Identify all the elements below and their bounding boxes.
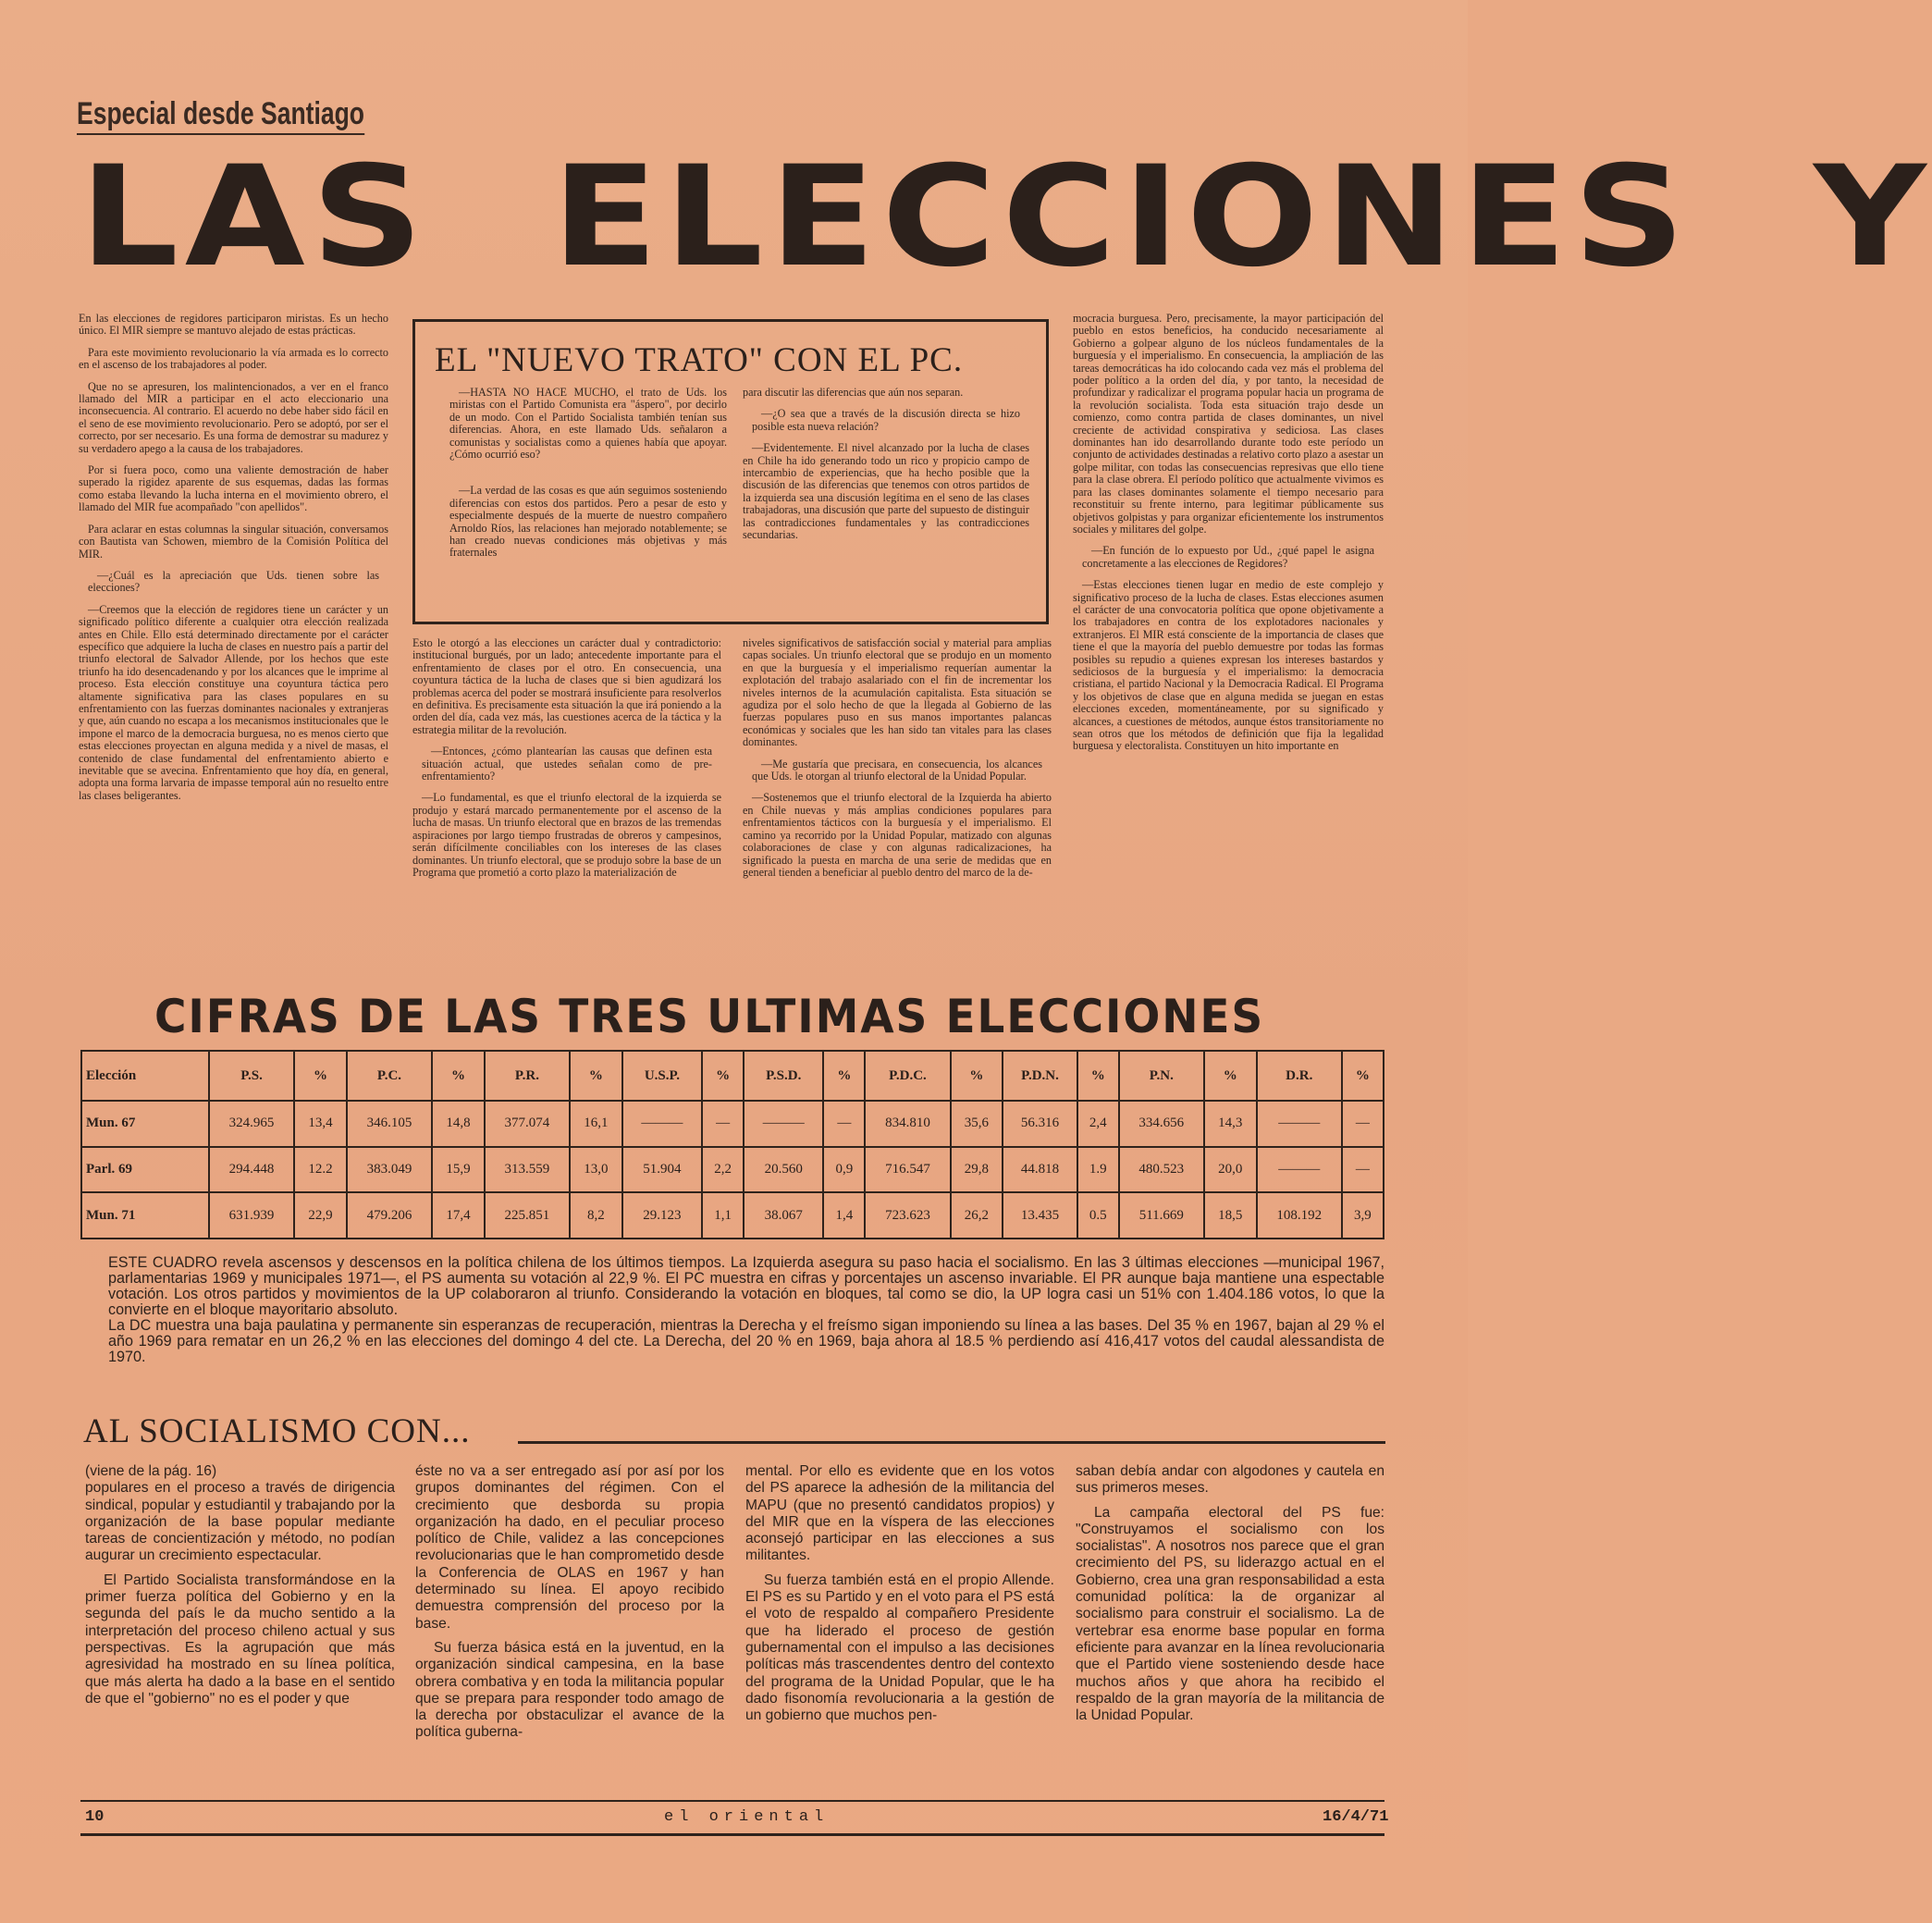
article-column-3: [743, 637, 1052, 888]
paragraph: —HASTA NO HACE MUCHO, el trato de Uds. los miristas con el Partido Comunista era "áspero", por decirlo de un modo. Con el Partido Socialista también tenían sus diferencias. Ahora, en este llamado Uds. señalaron a comunistas y socialistas como a quienes había que apoyar. ¿Cómo ocurrió eso?: [449, 386, 727, 462]
table-cell: 51.904: [622, 1147, 702, 1193]
section-title: AL SOCIALISMO CON...: [83, 1412, 471, 1450]
paragraph: El Partido Socialista transformándose en la primer fuerza política del Gobierno y en la segunda del país le da mucho sentido a la interpretación del proceso chileno actual y sus perspectivas. Es la agrupación que más agresividad ha mostrado en su línea política, que más alerta ha dado a la base en el sentido de que el "gobierno" no es el poder y que: [85, 1572, 395, 1707]
paragraph: —Sostenemos que el triunfo electoral de la Izquierda ha abierto en Chile nuevas y más amplias condiciones populares para enfrentamientos tácticos con la burguesía y el imperialismo. El camino ya recorrido por la Unidad Popular, matizado con algunas colaboraciones de clase y con algunas radicalizaciones, ha significado la puesta en marcha de una serie de medidas que en general tienden a beneficiar al pueblo dentro del marco de la de-: [743, 791, 1052, 879]
header-cell: P.S.: [209, 1051, 294, 1101]
table-cell: 13,0: [570, 1147, 622, 1193]
header-cell: Elección: [81, 1051, 209, 1101]
article-column-2: [412, 637, 721, 888]
table-title: CIFRAS DE LAS TRES ULTIMAS ELECCIONES: [154, 990, 1265, 1043]
table-cell: 14,8: [432, 1101, 485, 1147]
paragraph: —La verdad de las cosas es que aún seguimos sosteniendo diferencias con estos dos partidos. Pero a pesar de esto y especialmente después de la muerte de nuestro compañero Arnoldo Ríos, las relaciones han mejorado notablemente; se han creado nuevas condiciones más objetivas y más fraternales: [449, 484, 727, 560]
table-cell: 26,2: [951, 1192, 1003, 1239]
table-cell: —: [1342, 1101, 1384, 1147]
section2-column-1: [85, 1463, 395, 1715]
box-title: EL "NUEVO TRATO" CON EL PC.: [435, 341, 964, 379]
paragraph: —Estas elecciones tienen lugar en medio de este complejo y significativo proceso de la lucha de clases. Estas elecciones asumen el carácter de una convocatoria política que opone objetivamente a los trabajadores en contra de los explotadores nacionales y extranjeros. El MIR está consciente de la importancia de clases que tiene el que la mayoría del pueblo demuestre por todas las formas posibles su repudio a quienes expresan los intereses bastardos y sediciosos de la burguesía y el imperialismo: la democracia cristiana, el partido Nacional y la Democracia Radical. El Programa y los objetivos de clase que en alguna medida se juegan en estas elecciones exceden, momentáneamente, por su significado y alcances, a cuestiones de métodos, aunque éstos transitoriamente no sean otros que los métodos de definición que fija la legalidad burguesa y electoralista. Constituyen un hito importante en: [1073, 578, 1384, 753]
table-cell: 480.523: [1119, 1147, 1204, 1193]
table-cell: 294.448: [209, 1147, 294, 1193]
table-cell: —: [823, 1101, 865, 1147]
paragraph: saban debía andar con algodones y cautela en sus primeros meses.: [1076, 1463, 1384, 1497]
question: —Me gustaría que precisara, en consecuencia, los alcances que Uds. le otorgan al triunfo electoral de la Unidad Popular.: [752, 757, 1042, 783]
paragraph: Que no se apresuren, los malintencionados, a ver en el franco llamado del MIR a participar en el acto eleccionario una inconsecuencia. Al contrario. El acuerdo no debe haber sido fácil en el seno de ese movimiento revolucionario. Pero se adoptó, por ser el correcto, por ser necesario. Es una forma de demostrar su madurez y su verdadero apego a la causa de los trabajadores.: [79, 379, 388, 455]
question: —¿O sea que a través de la discusión directa se hizo posible esta nueva relación?: [752, 407, 1020, 433]
election-results-table: [80, 1050, 1384, 1239]
table-cell: 14,3: [1204, 1101, 1257, 1147]
header-cell: P.N.: [1119, 1051, 1204, 1101]
table-cell: 2,2: [702, 1147, 744, 1193]
paragraph: Para aclarar en estas columnas la singular situación, conversamos con Bautista van Schowen, miembro de la Comisión Política del MIR.: [79, 522, 388, 561]
section2-column-3: [745, 1463, 1054, 1732]
paragraph: mocracia burguesa. Pero, precisamente, la mayor participación del pueblo en estos beneficios, ha conducido necesariamente al Gobierno a golpear alguno de los núcleos fundamentales de la burguesía y el imperialismo. En consecuencia, la ampliación de las tareas democráticas ha ido colocando cada vez más el problema del poder político a la orden del día, y por tanto, la necesidad de profundizar y radicalizar el programa popular hacia un programa de la revolución socialista. Toda esta situación trajo desde un comienzo, como contra partida de clases dominantes, un nivel creciente de actividad conspirativa y sediciosa. Las clases dominantes han ido desarrollando durante todo este período un conjunto de actividades destinadas a relativo corto plazo a asestar un golpe militar, con todas las consecuencias represivas que ello tiene para la clase obrera. El período político que actualmente vivimos es para las clases dominantes solamente el tiempo necesario para reconstituir su frente interno, para legitimar públicamente sus objetivos golpistas y para organizar eficientemente los instrumentos sociales y militares del golpe.: [1073, 312, 1384, 536]
table-cell: 44.818: [1003, 1147, 1077, 1193]
question: —En función de lo expuesto por Ud., ¿qué papel le asigna concretamente a las elecciones de Regidores?: [1082, 544, 1374, 570]
paragraph: populares en el proceso a través de dirigencia sindical, popular y estudiantil y trabajando por la organización de la base popular mediante tareas de concientización y método, no podían augurar un crecimiento espectacular.: [85, 1480, 395, 1564]
section-kicker: Especial desde Santiago: [77, 96, 364, 135]
table-cell: ———: [622, 1101, 702, 1147]
table-cell: 13.435: [1003, 1192, 1077, 1239]
table-cell: 38.067: [744, 1192, 823, 1239]
table-cell: 479.206: [347, 1192, 432, 1239]
table-cell: 0.5: [1077, 1192, 1119, 1239]
table-cell: ———: [1257, 1101, 1342, 1147]
table-cell: 22,9: [294, 1192, 347, 1239]
paragraph: ESTE CUADRO revela ascensos y descensos en la política chilena de los últimos tiempos. La Izquierda asegura su paso hacia el socialismo. En las 3 últimas elecciones —municipal 1967, parlamentarias 1969 y municipales 1971—, el PS aumenta su votación al 22,9 %. El PC muestra en cifras y porcentajes un ascenso invariable. El PR aunque baja mantiene una espectable votación. Los otros partidos y movimientos de la UP colaboraron al triunfo. Considerando la votación en bloques, tal como se dio, la UP logra casi un 51% con 1.404.186 votos, lo que la convierte en el bloque mayoritario absoluto.: [108, 1254, 1384, 1318]
paragraph: Para este movimiento revolucionario la vía armada es lo correcto en el ascenso de los trabajadores al poder.: [79, 345, 388, 372]
footer-rule-top: [80, 1800, 1384, 1802]
page-number: 10: [85, 1808, 105, 1826]
table-cell: 324.965: [209, 1101, 294, 1147]
header-cell: %: [823, 1051, 865, 1101]
box-column-left: [449, 387, 727, 569]
table-cell: 1.9: [1077, 1147, 1119, 1193]
table-cell: 346.105: [347, 1101, 432, 1147]
article-column-4: [1073, 313, 1384, 762]
publication-name: el oriental: [664, 1808, 830, 1826]
table-cell: Mun. 71: [81, 1192, 209, 1239]
table-cell: 13,4: [294, 1101, 347, 1147]
table-cell: 0,9: [823, 1147, 865, 1193]
table-cell: —: [1342, 1147, 1384, 1193]
paragraph: éste no va a ser entregado así por así por los grupos dominantes del régimen. Con el crecimiento que desborda su propia organización ha dado, en el peculiar proceso político de Chile, validez a las concepciones revolucionarias que le han comprometido desde la Conferencia de OLAS en 1967 y han determinado su línea. El apoyo recibido demuestra comprensión del proceso por la base.: [415, 1463, 724, 1632]
table-cell: 377.074: [485, 1101, 570, 1147]
header-cell: %: [1342, 1051, 1384, 1101]
paragraph: La DC muestra una baja paulatina y permanente sin esperanzas de recuperación, mientras la Derecha y el freísmo sigan imponiendo su línea a las bases. Del 35 % en 1967, bajan al 29 % el año 1969 para rematar en un 26,2 % en las elecciones del domingo 4 del cte. La Derecha, del 20 % en 1969, baja ahora al 18.5 % perdiendo así 416,417 votos del caudal alessandista de 1970.: [108, 1317, 1384, 1365]
header-cell: P.D.N.: [1003, 1051, 1077, 1101]
header-cell: U.S.P.: [622, 1051, 702, 1101]
table-cell: —: [702, 1101, 744, 1147]
header-cell: D.R.: [1257, 1051, 1342, 1101]
header-cell: %: [1077, 1051, 1119, 1101]
table-cell: 313.559: [485, 1147, 570, 1193]
table-cell: 17,4: [432, 1192, 485, 1239]
table-cell: 56.316: [1003, 1101, 1077, 1147]
table-cell: 108.192: [1257, 1192, 1342, 1239]
table-cell: 3,9: [1342, 1192, 1384, 1239]
table-row: [81, 1147, 1384, 1193]
table-cell: 716.547: [865, 1147, 950, 1193]
paragraph: mental. Por ello es evidente que en los votos del PS aparece la adhesión de la militancia del MAPU (que no presentó candidatos propios) y del MIR que en la víspera de las elecciones aconsejó participar en las elecciones a sus militantes.: [745, 1463, 1054, 1564]
table-cell: 2,4: [1077, 1101, 1119, 1147]
table-cell: 35,6: [951, 1101, 1003, 1147]
table-cell: 16,1: [570, 1101, 622, 1147]
header-cell: P.D.C.: [865, 1051, 950, 1101]
table-cell: 20.560: [744, 1147, 823, 1193]
issue-date: 16/4/71: [1323, 1808, 1389, 1826]
table-cell: 723.623: [865, 1192, 950, 1239]
table-cell: 8,2: [570, 1192, 622, 1239]
footer-rule-bottom: [80, 1833, 1384, 1836]
box-column-right: [743, 387, 1029, 550]
table-cell: Mun. 67: [81, 1101, 209, 1147]
table-cell: 15,9: [432, 1147, 485, 1193]
table-cell: 29,8: [951, 1147, 1003, 1193]
header-cell: %: [702, 1051, 744, 1101]
article-column-1: [79, 313, 388, 811]
header-cell: P.S.D.: [744, 1051, 823, 1101]
paragraph: Esto le otorgó a las elecciones un carácter dual y contradictorio: institucional burgués, por un lado; antecedente importante para el enfrentamiento de clases por el otro. En consecuencia, una coyuntura táctica de la lucha de clases que si bien agudizará los problemas acerca del poder se mostrará insuficiente para resolverlos en definitiva. Es precisamente esta situación la que irá poniendo a la orden del día, cada vez más, las cuestiones acerca de la táctica y la estrategia militar de la revolución.: [412, 636, 721, 736]
table-cell: 29.123: [622, 1192, 702, 1239]
paragraph: —Lo fundamental, es que el triunfo electoral de la izquierda se produjo y estará marcado permanentemente por el ascenso de la lucha de masas. Un triunfo electoral que en brazos de las tremendas aspiraciones por largo tiempo frustradas de obreros y campesinos, serán difícilmente conciliables con los intereses de las clases dominantes. Un triunfo electoral, que se produjo sobre la base de un Programa que prometió a corto plazo la materialización de: [412, 791, 721, 879]
table-cell: 225.851: [485, 1192, 570, 1239]
table-cell: 20,0: [1204, 1147, 1257, 1193]
title-rule: [518, 1441, 1385, 1444]
table-cell: 834.810: [865, 1101, 950, 1147]
table-row: [81, 1101, 1384, 1147]
header-cell: %: [951, 1051, 1003, 1101]
paragraph: Por si fuera poco, como una valiente demostración de haber superado la rigidez aparente de sus esquemas, dadas las formas como estaba llevando la lucha interna en el movimiento obrero, el llamado del MIR fue acompañado "con apellidos".: [79, 463, 388, 514]
header-cell: P.R.: [485, 1051, 570, 1101]
headline: LAS ELECCIONES Y: [80, 137, 1932, 298]
header-cell: P.C.: [347, 1051, 432, 1101]
paragraph: niveles significativos de satisfacción social y material para amplias capas sociales. Un triunfo electoral que se produjo en un momento en que la burguesía y el imperialismo requerían aumentar la explotación del trabajo asalariado con el fin de incrementar los niveles internos de la acumulación capitalista. Esta situación se agudiza por el solo hecho de que la llegada al Gobierno de las fuerzas populares puso en sus manos importantes palancas económicas y sociales que les han sido tan vitales para las clases dominantes.: [743, 636, 1052, 749]
section2-column-2: [415, 1463, 724, 1749]
paragraph: —Creemos que la elección de regidores tiene un carácter y un significado político diferente a cualquier otra elección realizada antes en Chile. Ello está determinado directamente por el carácter específico que adquiere la lucha de clases en nuestro país a partir del triunfo electoral de Salvador Allende, por los hechos que este triunfo ha ido desencadenando y por los alcances que le imprime al proceso. Esta elección constituye una coyuntura táctica pero altamente significativa para las clases populares en su enfrentamiento con las fuerzas dominantes nacionales y extranjeras y que, aún cuando no escapa a los mecanismos institucionales que le impone el marco de la democracia burguesa, no es menos cierto que estas elecciones proyectan en alguna medida y a nivel de masas, el contenido de clase fundamental del enfrentamiento abierto e inevitable que se avecina. Enfrentamiento que hoy día, en general, adopta una forma larvaria de impasse temporal aún no resuelto entre las clases beligerantes.: [79, 602, 389, 802]
continuation-note: (viene de la pág. 16): [85, 1463, 217, 1479]
paragraph: Su fuerza básica está en la juventud, en la organización sindical campesina, en la base obrera combativa y en toda la militancia popular que se prepara para responder todo amago de la derecha por obstaculizar el avance de la política guberna-: [415, 1639, 724, 1741]
table-cell: 1,4: [823, 1192, 865, 1239]
paragraph: —Evidentemente. El nivel alcanzado por la lucha de clases en Chile ha ido generando todo un rico y propicio campo de intercambio de experiencias, que ha hecho posible que la discusión de las diferencias que tenemos con otros partidos de la izquierda sea una discusión legítima en el seno de las clases trabajadoras, una discusión que parte del supuesto de distinguir las contradicciones fundamentales y las contradicciones secundarias.: [743, 441, 1029, 542]
header-cell: %: [294, 1051, 347, 1101]
paragraph: Su fuerza también está en el propio Allende. El PS es su Partido y en el voto para el PS está el voto de respaldo al compañero Presidente que ha liderado el proceso de gestión gubernamental con el impulso a las decisiones políticas más trascendentes dentro del contexto del programa de la Unidad Popular, que le ha dado fisonomía revolucionaria a la gestión de un gobierno que muchos pen-: [745, 1572, 1054, 1724]
paragraph: para discutir las diferencias que aún nos separan.: [743, 386, 964, 399]
table-cell: 1,1: [702, 1192, 744, 1239]
table-cell: 18,5: [1204, 1192, 1257, 1239]
paragraph: La campaña electoral del PS fue: "Construyamos el socialismo con los socialistas". A nosotros nos parece que el gran crecimiento del PS, su liderazgo actual en el Gobierno, crea una gran responsabilidad a esta comunidad política: la de organizar al socialismo para construir el socialismo. La de vertebrar esa enorme base popular en forma eficiente para avanzar en la línea revolucionaria que el Partido viene sosteniendo desde hace muchos años y que ahora ha recibido el respaldo de la gran mayoría de la militancia de la Unidad Popular.: [1076, 1504, 1384, 1724]
header-cell: %: [570, 1051, 622, 1101]
table-cell: ———: [1257, 1147, 1342, 1193]
table-commentary: [108, 1255, 1384, 1365]
table-cell: 383.049: [347, 1147, 432, 1193]
question: —¿Cuál es la apreciación que Uds. tienen sobre las elecciones?: [88, 568, 379, 595]
table-header-row: [81, 1051, 1384, 1101]
table-cell: 511.669: [1119, 1192, 1204, 1239]
header-cell: %: [432, 1051, 485, 1101]
table-cell: 631.939: [209, 1192, 294, 1239]
table-cell: 12.2: [294, 1147, 347, 1193]
paragraph: En las elecciones de regidores participaron miristas. Es un hecho único. El MIR siempre se mantuvo alejado de estas prácticas.: [79, 312, 388, 338]
table-cell: ———: [744, 1101, 823, 1147]
table-row: [81, 1192, 1384, 1239]
section2-column-4: [1076, 1463, 1384, 1732]
table-cell: Parl. 69: [81, 1147, 209, 1193]
header-cell: %: [1204, 1051, 1257, 1101]
question: —Entonces, ¿cómo plantearían las causas que definen esta situación actual, que ustedes señalan como de pre-enfrentamiento?: [422, 745, 712, 783]
table-cell: 334.656: [1119, 1101, 1204, 1147]
